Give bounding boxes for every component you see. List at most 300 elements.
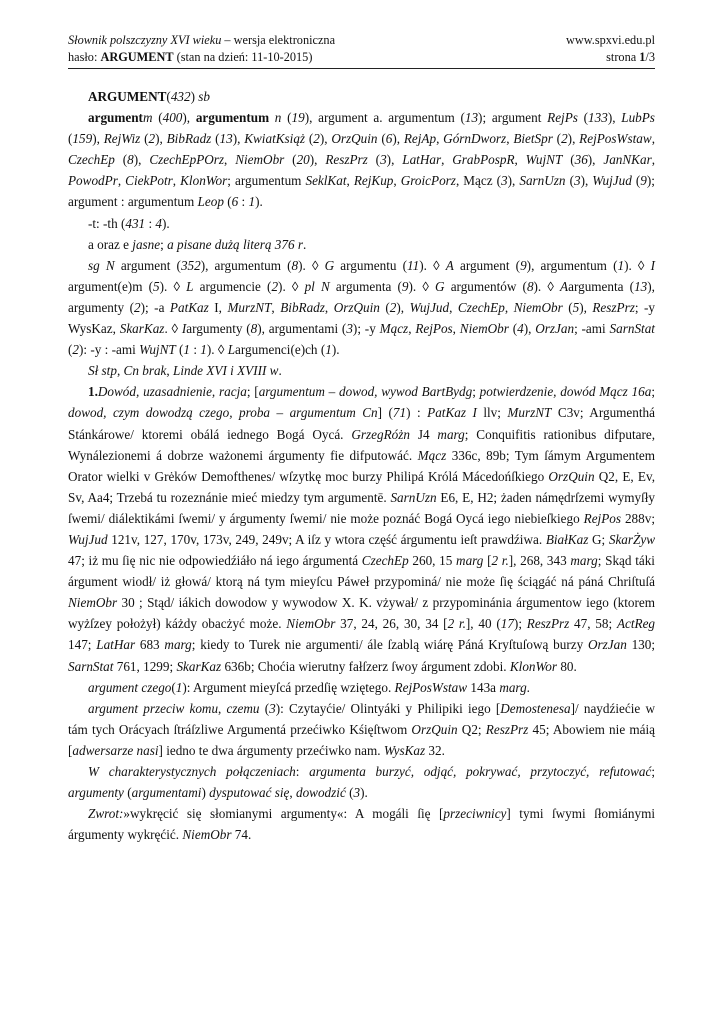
text-run: 9 xyxy=(401,278,409,294)
text-run: 431 xyxy=(125,215,146,231)
text-run: ( xyxy=(284,152,297,168)
text-run: 352 xyxy=(180,257,201,273)
text-run: ). ◊ xyxy=(298,257,325,273)
text-run: m xyxy=(142,110,153,126)
text-run: ( xyxy=(175,342,184,358)
text-run: GórnDworz xyxy=(443,131,507,147)
text-run: ), xyxy=(567,131,580,147)
text-run: 1 xyxy=(200,342,207,358)
header-divider xyxy=(68,68,655,69)
page-indicator: strona 1/3 xyxy=(606,50,655,64)
text-run: 1 xyxy=(248,194,256,210)
text-run: : xyxy=(238,194,249,210)
text-run: marg xyxy=(164,637,192,653)
text-run: NiemObr xyxy=(459,321,509,337)
text-run: : xyxy=(145,215,156,231)
header-headword: ARGUMENT xyxy=(100,50,174,64)
text-run: CiekPotr xyxy=(125,173,173,189)
text-run: G; xyxy=(588,531,609,547)
text-run: Linde XVI i XVIII w xyxy=(173,363,279,379)
text-run: ), argumenty ( xyxy=(68,278,655,315)
text-run: LatHar xyxy=(402,152,442,168)
text-run: GrabPospR xyxy=(452,152,515,168)
entry-paragraph xyxy=(68,213,655,234)
text-run: 20 xyxy=(296,152,310,168)
text-run: , xyxy=(452,321,460,337)
text-run: 47, 58; xyxy=(569,616,617,632)
text-run: ) : xyxy=(406,405,428,421)
text-run: ). ◊ xyxy=(159,278,187,294)
text-run: argumencie ( xyxy=(193,278,272,294)
text-run: argumenta ( xyxy=(568,278,635,294)
text-run: potwierdzenie, dowód Mącz 16a xyxy=(479,384,652,400)
text-run: 32. xyxy=(425,742,445,758)
text-run: ), argumentami ( xyxy=(257,321,347,337)
text-run: ): Argument mieyſcá przedſię wziętego. xyxy=(182,679,395,695)
text-run: LatHar xyxy=(96,637,136,653)
text-run: 3 xyxy=(269,700,276,716)
text-run: BibRadz xyxy=(166,131,212,147)
text-run: 3 xyxy=(501,173,508,189)
text-run: ), xyxy=(92,131,104,147)
text-run: argumenta burzyć, odjąć, pokrywać, przytoczyć, refutować xyxy=(309,764,652,779)
text-run: argument czego xyxy=(88,679,172,695)
text-run: GrzegRóżn xyxy=(351,426,410,442)
text-run: ). xyxy=(255,194,263,210)
text-run: WujJud xyxy=(68,531,108,547)
text-run: , xyxy=(651,131,655,147)
text-run: -t: -th ( xyxy=(88,215,126,231)
text-run: ], 40 ( xyxy=(465,616,501,632)
text-run: WujNT xyxy=(525,152,563,168)
text-run: ) xyxy=(201,785,210,801)
text-run: , xyxy=(289,785,296,801)
text-run: ( xyxy=(152,110,163,126)
text-run: WujNT xyxy=(139,342,176,358)
text-run: argument ( xyxy=(114,257,181,273)
text-run: PatKaz xyxy=(169,299,209,315)
text-run: 636b; Choćia wierutny fałſzerz ſwoy árgument zdobi. xyxy=(221,658,510,674)
text-run: I, xyxy=(208,299,228,315)
text-run: n xyxy=(269,110,282,126)
text-run: 8 xyxy=(526,278,534,294)
entry-paragraph xyxy=(68,234,655,255)
text-run: 2 xyxy=(148,131,156,147)
text-run: 432 xyxy=(170,89,191,104)
text-run: BibRadz xyxy=(280,299,325,315)
text-run: PowodPr xyxy=(68,173,118,189)
text-run: ; xyxy=(160,236,168,252)
text-run: G xyxy=(324,257,335,273)
text-run: 1 xyxy=(175,679,183,695)
text-run: RejPos xyxy=(583,510,621,526)
dictionary-entry xyxy=(68,86,655,845)
text-run: 4 xyxy=(517,321,524,337)
text-run: 71 xyxy=(392,405,407,421)
text-run: argument ( xyxy=(453,257,521,273)
text-run: Cn brak xyxy=(123,363,167,379)
text-run: 130; xyxy=(626,637,656,653)
text-run: ) xyxy=(190,89,199,104)
site-url[interactable]: www.spxvi.edu.pl xyxy=(565,33,655,47)
text-run: OrzQuin xyxy=(411,721,458,737)
text-run: 2 xyxy=(134,299,141,315)
text-run: GroicPorz xyxy=(400,173,456,189)
text-run: ]/ naydźiećie w tám tych Orácyach ſtráſzliwe Argumentá przećiwko Kśięſtwom xyxy=(68,700,655,737)
text-run: Leop xyxy=(197,194,224,210)
entry-paragraph xyxy=(68,698,655,761)
text-run: ( xyxy=(123,785,132,801)
text-run: ). ◊ xyxy=(533,278,561,294)
text-run: WujJud xyxy=(409,299,450,315)
text-run: ( xyxy=(377,131,386,147)
text-run: 13 xyxy=(219,131,233,147)
text-run: argument przeciw komu xyxy=(88,700,219,716)
text-run: ): -y : -ami xyxy=(79,342,140,358)
text-run: marg xyxy=(456,553,484,569)
text-run: ). ◊ xyxy=(278,278,305,294)
text-run: . xyxy=(303,236,307,252)
text-run: , xyxy=(408,321,416,337)
text-run: ), xyxy=(580,173,593,189)
text-run: RejPs xyxy=(547,110,578,126)
text-run: 17 xyxy=(500,616,514,632)
text-run: A xyxy=(445,257,454,273)
entry-paragraph xyxy=(68,360,655,381)
text-run: PatKaz I xyxy=(427,405,477,421)
text-run: 13 xyxy=(634,278,648,294)
text-run: 761, 1299; xyxy=(113,658,177,674)
text-run: 2 xyxy=(271,278,279,294)
text-run: 8 xyxy=(250,321,258,337)
text-run: 3 xyxy=(380,152,387,168)
text-run: Demostenesa xyxy=(500,700,571,716)
text-run: OrzQuin xyxy=(333,299,380,315)
text-run: dowodzić xyxy=(295,785,346,801)
text-run: OrzQuin xyxy=(548,468,595,484)
text-run: 147; xyxy=(68,637,97,653)
text-run: ; xyxy=(472,384,480,400)
text-run: J4 xyxy=(409,426,438,442)
text-run: SarnStat xyxy=(609,321,655,337)
text-run: OrzJan xyxy=(535,321,575,337)
text-run: »wykręcić się słomianymi argumenty«: A mogáli ſię [ xyxy=(123,806,444,822)
text-run: I xyxy=(181,321,187,337)
text-run: , xyxy=(224,152,236,168)
text-run: 121v, 127, 170v, 173v, 249, 249v; A iſz y wtora część árgumentu ieſt prawdźiwa. xyxy=(107,531,546,547)
text-run: ( xyxy=(577,110,589,126)
text-run: 4 xyxy=(155,215,162,231)
text-run: ; argumentum xyxy=(227,173,306,189)
text-run: ). xyxy=(331,342,340,358)
text-run: ; -ami xyxy=(574,321,610,337)
text-run: ReszPrz xyxy=(592,299,635,315)
text-run: SarnStat xyxy=(68,658,114,674)
text-run: NiemObr xyxy=(235,152,285,168)
text-run: , xyxy=(436,131,444,147)
entry-paragraph xyxy=(68,255,655,360)
text-run: , xyxy=(393,173,401,189)
entry-paragraph xyxy=(68,381,655,676)
text-run: 19 xyxy=(291,110,305,126)
text-run: 2 r. xyxy=(447,616,466,632)
text-run: SarnUzn xyxy=(390,489,437,505)
text-run: OrzJan xyxy=(587,637,627,653)
header-row-2 xyxy=(68,49,655,66)
text-run: ( xyxy=(68,342,73,358)
text-run: : xyxy=(190,342,201,358)
text-run: ( xyxy=(367,152,381,168)
text-run: LubPs xyxy=(621,110,655,126)
text-run: JanNKar xyxy=(603,152,652,168)
text-run: CzechEpPOrz xyxy=(149,152,225,168)
text-run: Sł stp xyxy=(88,363,117,379)
text-run: 6 xyxy=(385,131,393,147)
entry-headline xyxy=(68,86,655,107)
text-run: G xyxy=(435,278,445,294)
text-run: ), xyxy=(392,131,404,147)
text-run: ( xyxy=(631,173,641,189)
text-run: SeklKat xyxy=(305,173,347,189)
text-run: BiałKaz xyxy=(545,531,589,547)
page-header xyxy=(68,32,655,66)
text-run: argumentum xyxy=(195,110,270,126)
header-row-1 xyxy=(68,32,655,49)
text-run: 288v; xyxy=(621,510,656,526)
text-run: RejPos xyxy=(415,321,453,337)
text-run: , xyxy=(651,152,655,168)
text-run: ). xyxy=(162,215,170,231)
text-run: 2 xyxy=(561,131,568,147)
text-run: argumenty xyxy=(68,785,124,801)
text-run: , xyxy=(218,700,227,716)
text-run: RejWiz xyxy=(103,131,141,147)
text-run: , xyxy=(449,299,458,315)
text-run: 3 xyxy=(573,173,581,189)
text-run: NiemObr xyxy=(68,595,118,611)
text-run: Zwrot: xyxy=(88,806,124,822)
text-run: , xyxy=(506,131,514,147)
text-run: argumentum – dowod, wywod BartBydg xyxy=(258,384,473,400)
text-run: L xyxy=(227,342,236,358)
text-run: argumentów ( xyxy=(444,278,527,294)
text-run: , xyxy=(172,173,181,189)
text-run: OrzQuin xyxy=(331,131,378,147)
text-run: 1 xyxy=(617,257,625,273)
text-run: CzechEp xyxy=(361,553,409,569)
text-run: ], 268, 343 xyxy=(508,553,571,569)
text-run: ); -y xyxy=(352,321,380,337)
text-run: dysputować się xyxy=(209,785,290,801)
text-run: RejPosWstaw xyxy=(394,679,468,695)
text-run: ( xyxy=(379,299,390,315)
text-run: ( xyxy=(259,700,270,716)
text-run: ), xyxy=(309,152,326,168)
text-run: Q2; xyxy=(457,721,486,737)
text-run: ), xyxy=(587,152,604,168)
text-run: ARGUMENT xyxy=(88,89,167,104)
text-run: argumentu ( xyxy=(334,257,408,273)
entry-status: hasło: ARGUMENT (stan na dzień: 11-10-2015) xyxy=(68,50,313,64)
text-run: ), xyxy=(396,299,410,315)
text-run: 30 ; Stąd/ iákich dowodow y wywodow X. K. vżywał/ z przypominánia árgumentow iego (ktorem wyżſzey położył) káżdy obacżyć może. xyxy=(68,595,655,632)
text-run: ; kiedy to Turek nie argumenti/ ále ſzablą wiárę Páná Kryſtuſową burzy xyxy=(191,637,588,653)
text-run: 1. xyxy=(88,384,98,400)
text-run: ( xyxy=(562,299,573,315)
text-run: Q2, E, Ev, Sv, Aa4; Trzebá tu rozeznánie mieć miedzy tym argumentē. xyxy=(68,468,655,505)
text-run: ), argument a. argumentum ( xyxy=(304,110,465,126)
text-run: sg N xyxy=(88,257,115,273)
text-run: ( xyxy=(140,131,149,147)
text-run: 74. xyxy=(231,827,252,843)
text-run: , xyxy=(271,299,281,315)
text-run: W charakterystycznych połączeniach xyxy=(88,764,296,779)
text-run: ActReg xyxy=(616,616,656,632)
text-run: ( xyxy=(223,194,232,210)
text-run: argumenci(e)ch ( xyxy=(235,342,326,358)
text-run: RejPosWstaw xyxy=(579,131,652,147)
text-run: 159 xyxy=(72,131,93,147)
text-run: ] iedno te dwa árgumenty przećiwko nam. xyxy=(158,742,384,758)
text-run: E6, E, H2; żaden námędrſzemi wymyſły ſwemi/ diálektikámi ſwemi/ y árgumenty ſwemi/ nie może poznáć Bogá Oycá iego niebieſkiego xyxy=(68,489,655,526)
text-run: ; [ xyxy=(246,384,259,400)
text-run: ), xyxy=(155,131,167,147)
text-run: 3 xyxy=(346,321,353,337)
text-run: ; -y WysKaz, xyxy=(68,299,656,337)
text-run: 3 xyxy=(353,785,361,801)
text-run: , xyxy=(346,173,354,189)
text-run: , xyxy=(116,363,124,379)
text-run: 1 xyxy=(325,342,332,358)
text-run: argument(e)m ( xyxy=(68,278,154,294)
text-run: NiemObr xyxy=(286,616,336,632)
text-run: marg xyxy=(437,426,465,442)
text-run: I xyxy=(650,257,655,273)
text-run: ): Czytayćie/ Olintyáki y Philipiki iego [ xyxy=(275,700,501,716)
text-run: jasne xyxy=(132,236,161,252)
text-run: . ◊ xyxy=(164,321,182,337)
text-run: . xyxy=(278,363,282,379)
text-run: , xyxy=(504,299,514,315)
text-run: dowod, czym dowodzą czego, proba – argumentum Cn xyxy=(68,405,378,421)
text-run: ). ◊ xyxy=(206,342,228,358)
text-run: SkarKaz xyxy=(176,658,222,674)
text-run: , xyxy=(324,299,334,315)
text-run: 2 xyxy=(389,299,397,315)
text-run: 260, 15 xyxy=(408,553,457,569)
text-run: ( xyxy=(171,679,176,695)
text-run: KwiatKsiąż xyxy=(244,131,306,147)
text-run: ); -a xyxy=(140,299,170,315)
entry-paragraph xyxy=(68,107,655,212)
text-run: a oraz e xyxy=(88,236,133,252)
text-run: ( xyxy=(211,131,220,147)
text-run: BietSpr xyxy=(513,131,553,147)
text-run: , Mącz ( xyxy=(455,173,502,189)
text-run: 13 xyxy=(464,110,479,126)
text-run: ), xyxy=(319,131,332,147)
text-run: 9 xyxy=(520,257,527,273)
text-run: ). ◊ xyxy=(408,278,436,294)
text-run: SarnUzn xyxy=(519,173,566,189)
text-run: MurzNT xyxy=(227,299,272,315)
text-run: 336c, 89b; Tym ſámym Argumentem Orator wielki v Grėków Demofthenes/ wſzytkę moc burzy Philipá Królá Mácedońſkiego xyxy=(68,447,655,484)
text-run: ( xyxy=(68,131,73,147)
text-run: ), xyxy=(507,173,520,189)
text-run: argumenta ( xyxy=(329,278,402,294)
dictionary-title: Słownik polszczyzny XVI wieku – wersja elektroniczna xyxy=(68,33,336,47)
text-run: ), argumentum ( xyxy=(526,257,618,273)
text-run: SkarŻyw xyxy=(608,531,656,547)
text-run: 45; Abowiem nie máią [ xyxy=(68,721,656,758)
text-run: ). ◊ xyxy=(624,257,651,273)
text-run: C3v; Argumenthá Stánkárowe/ ktoremi obálá iednego Bogá Oycá. xyxy=(68,405,655,442)
text-run: 2 xyxy=(313,131,320,147)
text-run: ). xyxy=(360,785,368,801)
text-run: ReszPrz xyxy=(526,616,570,632)
text-run: 1 xyxy=(183,342,191,358)
text-run: 36 xyxy=(574,152,588,168)
text-run: ); xyxy=(513,616,527,632)
text-run: ), xyxy=(386,152,403,168)
text-run: KlonWor xyxy=(509,658,558,674)
text-run: , xyxy=(166,363,173,379)
text-run: ( xyxy=(552,131,562,147)
text-run: , xyxy=(441,152,453,168)
text-run: 400 xyxy=(162,110,183,126)
text-run: ). ◊ xyxy=(419,257,446,273)
text-run: sb xyxy=(198,89,211,104)
text-run: 80. xyxy=(557,658,577,674)
text-run: NiemObr xyxy=(182,827,232,843)
text-run: argumenty ( xyxy=(186,321,251,337)
text-run: MurzNT xyxy=(507,405,552,421)
text-run: 5 xyxy=(572,299,580,315)
text-run: czemu xyxy=(226,700,260,716)
text-run: ; Skąd táki árgument wiodł/ iż głowá/ ktorą ná tym mieyſcu Páweł przypominá/ nie może ſię ściągáć ná páná Chriſtuſá xyxy=(68,553,655,590)
text-run: : xyxy=(295,764,310,779)
text-run: 2 r. xyxy=(491,553,509,569)
text-run: a pisane dużą literą 376 r xyxy=(167,236,304,252)
text-run: A xyxy=(560,278,569,294)
text-run: 11 xyxy=(407,257,420,273)
text-run: 37, 24, 26, 30, 34 [ xyxy=(335,616,448,632)
text-run: [ xyxy=(483,553,492,569)
text-run: ( xyxy=(565,173,574,189)
text-run: ReszPrz xyxy=(325,152,368,168)
text-run: NiemObr xyxy=(513,299,563,315)
text-run: ; Conquifitis rationibus difputare, Wynálezionemi á dobrze ważonemi árgumenty fie difputowáć. xyxy=(68,426,656,463)
text-run: ReszPrz xyxy=(485,721,529,737)
text-run: ( xyxy=(305,131,314,147)
text-run: ( xyxy=(508,321,518,337)
text-run: ( xyxy=(114,152,128,168)
text-run: ), xyxy=(133,152,150,168)
text-run: ] ( xyxy=(377,405,393,421)
text-run: ( xyxy=(281,110,292,126)
text-run: ); argument : argumentum xyxy=(68,173,655,210)
text-run: CzechEp xyxy=(457,299,505,315)
text-run: ; xyxy=(651,384,655,400)
text-run: . xyxy=(526,679,530,695)
text-run: pl N xyxy=(304,278,330,294)
text-run: 683 xyxy=(135,637,165,653)
text-run: Mącz xyxy=(417,447,447,463)
text-run: argument xyxy=(88,110,143,126)
text-run: llv; xyxy=(476,405,508,421)
text-run: ), xyxy=(523,321,536,337)
text-run: 6 xyxy=(231,194,239,210)
